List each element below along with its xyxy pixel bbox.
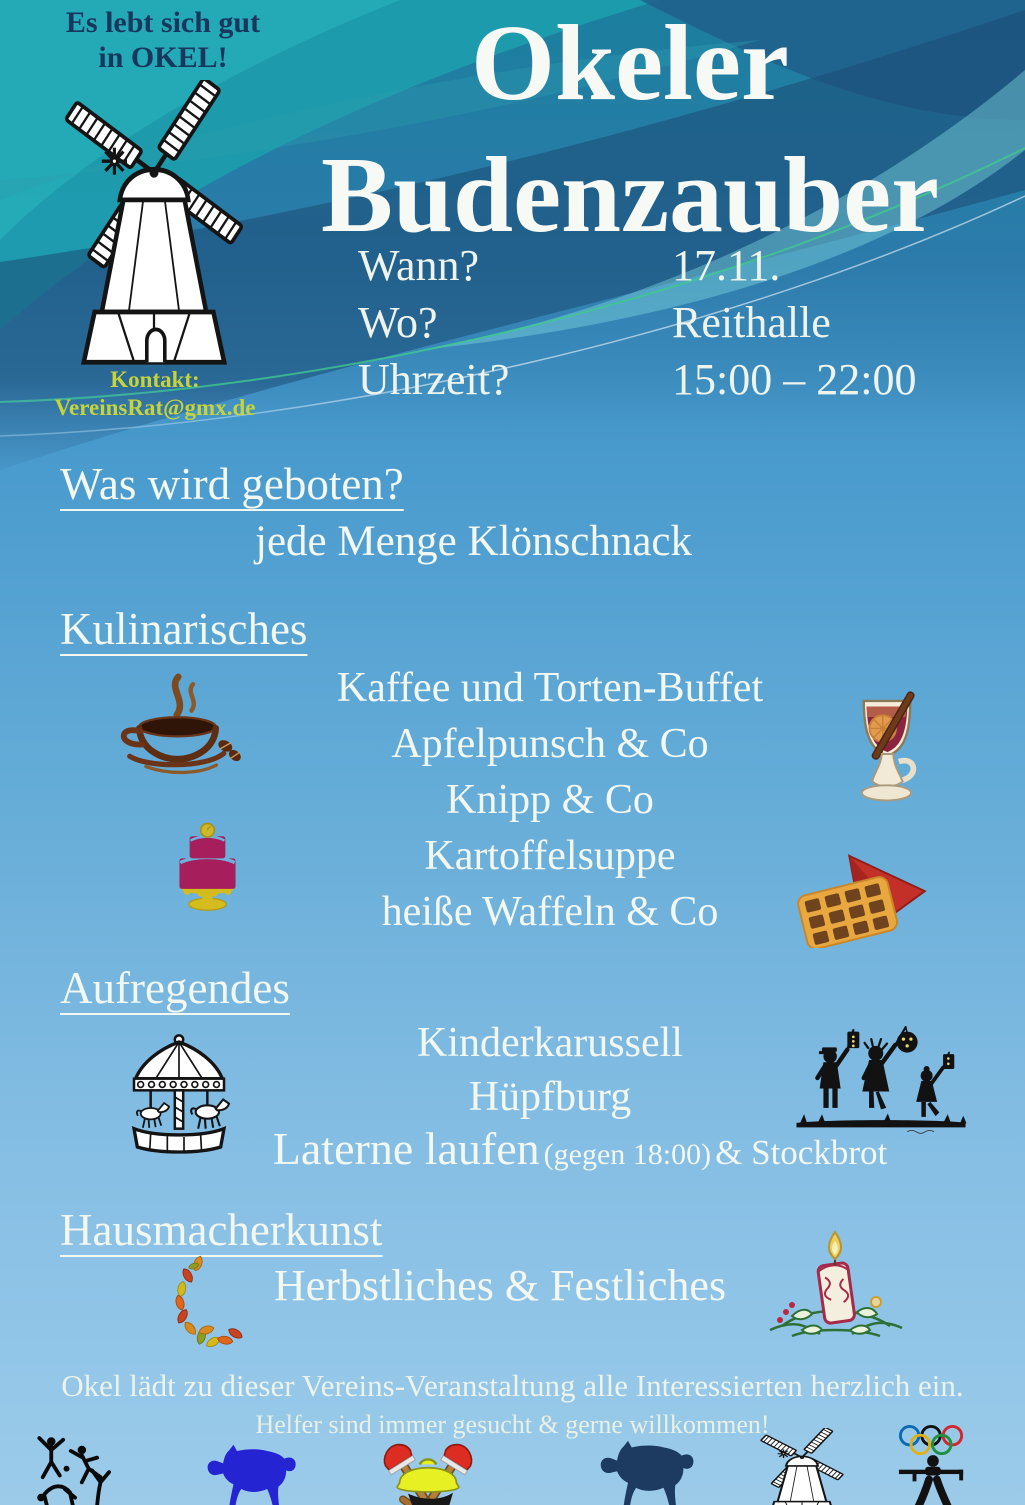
kulinarisches-item-1: Kaffee und Torten-Buffet: [336, 665, 764, 711]
detail-label-uhrzeit: Uhrzeit?: [358, 355, 510, 404]
detail-value-location: Reithalle: [672, 298, 831, 347]
windmill-icon: [64, 80, 244, 370]
lantern-line-main: Laterne laufen: [272, 1123, 540, 1174]
section-heading-hausmacherkunst: Hausmacherkunst: [60, 1205, 383, 1255]
detail-value-time: 15:00 – 22:00: [672, 355, 917, 404]
section-heading-offer: Was wird geboten?: [60, 459, 404, 509]
hausmacherkunst-item: Herbstliches & Festliches: [273, 1261, 727, 1310]
detail-value-date: 17.11.: [672, 241, 781, 290]
blue-horse-icon: [205, 1444, 300, 1505]
kulinarisches-item-2: Apfelpunsch & Co: [391, 721, 709, 767]
small-windmill-icon: [760, 1428, 844, 1505]
acrobats-icon: [25, 1433, 120, 1505]
lantern-line-note: (gegen 18:00): [543, 1138, 712, 1171]
aufregendes-item-1: Kinderkarussell: [417, 1020, 683, 1066]
fire-helmet-icon: [378, 1434, 478, 1505]
contact-email: VereinsRat@gmx.de: [54, 394, 256, 420]
punch-glass-icon: [842, 690, 932, 818]
poster-title-line1: Okeler: [471, 4, 789, 123]
footer-helpers: Helfer sind immer gesucht & gerne willkommen!: [255, 1410, 770, 1439]
artist-signature: [907, 1130, 934, 1133]
section-heading-kulinarisches: Kulinarisches: [60, 604, 308, 654]
lantern-children-icon: [795, 998, 967, 1158]
footer-invite: Okel lädt zu dieser Vereins-Veranstaltung alle Interessierten herzlich ein.: [61, 1368, 964, 1403]
poster-title-line2: Budenzauber: [320, 136, 940, 255]
detail-label-wo: Wo?: [358, 298, 438, 347]
kulinarisches-items: [225, 660, 875, 940]
detail-label-wann: Wann?: [358, 241, 480, 290]
candle-icon: [762, 1228, 910, 1356]
kulinarisches-item-5: heiße Waffeln & Co: [381, 889, 719, 935]
cake-icon: [165, 812, 250, 914]
tagline-line2: in OKEL!: [98, 40, 228, 74]
aufregendes-items: [290, 1016, 810, 1124]
section-heading-aufregendes: Aufregendes: [60, 963, 290, 1013]
tagline-line1: Es lebt sich gut: [65, 6, 261, 39]
offer-item: jede Menge Klönschnack: [255, 518, 693, 565]
waffle-icon: [793, 850, 935, 948]
tagline: [46, 6, 280, 75]
lantern-line-suffix: & Stockbrot: [715, 1133, 888, 1172]
kulinarisches-item-4: Kartoffelsuppe: [424, 833, 676, 879]
contact-label: Kontakt:: [110, 367, 200, 392]
navy-horse-icon: [598, 1440, 698, 1505]
contact-block: [16, 366, 294, 421]
kulinarisches-item-3: Knipp & Co: [446, 777, 654, 823]
aufregendes-item-2: Hüpfburg: [468, 1074, 632, 1120]
olympic-rings-shooter-icon: [893, 1424, 971, 1505]
